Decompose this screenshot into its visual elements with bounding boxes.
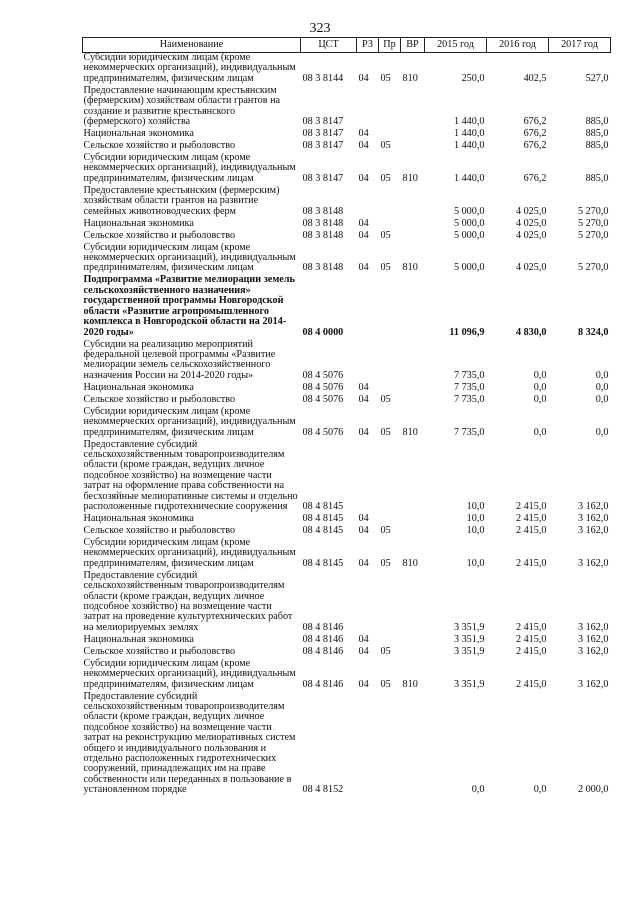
cell-vr bbox=[401, 395, 425, 407]
cell-pr bbox=[379, 635, 401, 647]
cell-name: Сельское хозяйство и рыболовство bbox=[83, 229, 236, 241]
header-vr: ВР bbox=[401, 38, 425, 53]
cell-pr bbox=[379, 571, 401, 635]
table-row bbox=[83, 86, 611, 129]
cell-2015: 3 351,9 bbox=[453, 645, 485, 657]
cell-2016: 2 415,0 bbox=[515, 524, 547, 536]
cell-pr: 05 bbox=[380, 393, 391, 405]
cell-2017: 0,0 bbox=[595, 381, 609, 393]
cell-cst: 08 3 8147 bbox=[302, 128, 344, 140]
cell-vr bbox=[401, 186, 425, 219]
cell-2015: 7 735,0 bbox=[453, 381, 485, 393]
cell-cst: 08 3 8148 bbox=[302, 229, 344, 241]
table-row bbox=[83, 243, 611, 276]
cell-name: Предоставление субсидий сельскохозяйственным товаропроизводителям области (кроме граждан, ведущих личное подсобное хозяйство) на возмещение части затрат на оформление права собственности на бесхозяйные мелиоративные системы и отдельно расположенные гидротехнические сооружения bbox=[83, 438, 298, 512]
cell-2017: 3 162,0 bbox=[577, 524, 609, 536]
cell-pr: 05 bbox=[380, 72, 391, 84]
cell-name: Предоставление крестьянским (фермерским) хозяйствам области грантов на развитие семейных животноводческих ферм bbox=[83, 184, 280, 217]
cell-cst: 08 4 8146 bbox=[302, 678, 344, 690]
cell-rz: 04 bbox=[358, 678, 369, 690]
cell-name: Сельское хозяйство и рыболовство bbox=[83, 393, 236, 405]
cell-cst: 08 4 5076 bbox=[302, 381, 344, 393]
cell-2017: 3 162,0 bbox=[577, 633, 609, 645]
cell-name: Субсидии юридическим лицам (кроме некоммерческих организаций), индивидуальным предпринимателям, физическим лицам bbox=[83, 52, 296, 84]
table-row bbox=[83, 659, 611, 692]
cell-cst: 08 3 8148 bbox=[302, 205, 344, 217]
cell-rz: 04 bbox=[358, 140, 369, 152]
cell-2015: 1 440,0 bbox=[453, 116, 485, 128]
table-row bbox=[83, 395, 611, 407]
cell-vr bbox=[401, 231, 425, 243]
cell-2017: 3 162,0 bbox=[577, 645, 609, 657]
cell-2016: 4 025,0 bbox=[515, 217, 547, 229]
cell-vr bbox=[401, 219, 425, 231]
cell-2017: 885,0 bbox=[585, 116, 609, 128]
cell-2017: 2 000,0 bbox=[577, 784, 609, 796]
page-number: 323 bbox=[309, 21, 331, 36]
cell-cst: 08 3 8147 bbox=[302, 116, 344, 128]
cell-rz: 04 bbox=[358, 393, 369, 405]
cell-rz: 04 bbox=[358, 633, 369, 645]
cell-2016: 2 415,0 bbox=[515, 633, 547, 645]
cell-vr bbox=[401, 383, 425, 395]
cell-2015: 10,0 bbox=[466, 524, 485, 536]
cell-2017: 3 162,0 bbox=[577, 557, 609, 569]
cell-pr: 05 bbox=[380, 229, 391, 241]
cell-2015: 11 096,9 bbox=[449, 326, 485, 338]
table-row bbox=[83, 692, 611, 798]
cell-vr bbox=[401, 129, 425, 141]
table-row bbox=[83, 647, 611, 659]
cell-2015: 3 351,9 bbox=[453, 678, 485, 690]
cell-vr bbox=[401, 526, 425, 538]
cell-cst: 08 4 8145 bbox=[302, 557, 344, 569]
cell-pr bbox=[379, 219, 401, 231]
cell-rz: 04 bbox=[358, 128, 369, 140]
cell-2015: 7 735,0 bbox=[453, 426, 485, 438]
cell-2016: 676,2 bbox=[523, 172, 547, 184]
cell-name: Национальная экономика bbox=[83, 128, 194, 140]
cell-2016: 0,0 bbox=[533, 426, 547, 438]
table-row bbox=[83, 538, 611, 571]
cell-cst: 08 4 5076 bbox=[302, 393, 344, 405]
cell-2015: 5 000,0 bbox=[453, 229, 485, 241]
cell-pr: 05 bbox=[380, 524, 391, 536]
budget-table bbox=[82, 37, 611, 797]
cell-cst: 08 4 5076 bbox=[302, 369, 344, 381]
cell-2016: 0,0 bbox=[533, 381, 547, 393]
cell-2016: 4 830,0 bbox=[515, 326, 547, 338]
table-row bbox=[83, 186, 611, 219]
cell-2015: 5 000,0 bbox=[453, 205, 485, 217]
cell-vr bbox=[401, 141, 425, 153]
header-cst: ЦСТ bbox=[301, 38, 357, 53]
cell-name: Субсидии юридическим лицам (кроме некоммерческих организаций), индивидуальным предпринимателям, физическим лицам bbox=[83, 152, 296, 184]
cell-2017: 5 270,0 bbox=[577, 217, 609, 229]
cell-2017: 885,0 bbox=[585, 172, 609, 184]
table-header bbox=[83, 38, 611, 53]
cell-name: Субсидии юридическим лицам (кроме некоммерческих организаций), индивидуальным предпринимателям, физическим лицам bbox=[83, 536, 296, 569]
table-row bbox=[83, 340, 611, 383]
cell-2017: 885,0 bbox=[585, 140, 609, 152]
cell-name: Сельское хозяйство и рыболовство bbox=[83, 645, 236, 657]
cell-2017: 5 270,0 bbox=[577, 229, 609, 241]
cell-2015: 7 735,0 bbox=[453, 369, 485, 381]
table-row bbox=[83, 153, 611, 186]
header-2016: 2016 год bbox=[487, 38, 549, 53]
cell-name: Предоставление начинающим крестьянским (фермерским) хозяйствам области грантов на создание и развитие крестьянского (фермерского) хозяйства bbox=[83, 84, 281, 128]
cell-name: Национальная экономика bbox=[83, 217, 194, 229]
table-row bbox=[83, 275, 611, 339]
cell-2016: 676,2 bbox=[523, 140, 547, 152]
table-row bbox=[83, 440, 611, 514]
cell-2016: 2 415,0 bbox=[515, 678, 547, 690]
cell-vr: 810 bbox=[402, 172, 418, 184]
cell-2016: 676,2 bbox=[523, 128, 547, 140]
cell-2017: 527,0 bbox=[585, 72, 609, 84]
cell-2017: 3 162,0 bbox=[577, 512, 609, 524]
cell-cst: 08 3 8147 bbox=[302, 140, 344, 152]
cell-vr bbox=[401, 692, 425, 798]
cell-pr: 05 bbox=[380, 557, 391, 569]
cell-rz bbox=[357, 275, 379, 339]
cell-rz: 04 bbox=[358, 217, 369, 229]
table-row bbox=[83, 53, 611, 86]
header-name: Наименование bbox=[83, 38, 301, 53]
cell-pr: 05 bbox=[380, 645, 391, 657]
cell-pr bbox=[379, 275, 401, 339]
cell-2017: 3 162,0 bbox=[577, 678, 609, 690]
cell-vr: 810 bbox=[402, 262, 418, 274]
cell-vr: 810 bbox=[402, 678, 418, 690]
cell-2016: 0,0 bbox=[533, 369, 547, 381]
cell-rz: 04 bbox=[358, 557, 369, 569]
cell-pr: 05 bbox=[380, 262, 391, 274]
cell-rz: 04 bbox=[358, 72, 369, 84]
cell-pr bbox=[379, 692, 401, 798]
cell-name: Национальная экономика bbox=[83, 633, 194, 645]
cell-2015: 10,0 bbox=[466, 500, 485, 512]
cell-vr bbox=[401, 514, 425, 526]
table-row bbox=[83, 571, 611, 635]
cell-rz bbox=[357, 186, 379, 219]
cell-vr: 810 bbox=[402, 557, 418, 569]
cell-2016: 4 025,0 bbox=[515, 229, 547, 241]
cell-2017: 0,0 bbox=[595, 426, 609, 438]
cell-cst: 08 3 8148 bbox=[302, 217, 344, 229]
table-row bbox=[83, 383, 611, 395]
cell-2016: 4 025,0 bbox=[515, 205, 547, 217]
cell-2016: 2 415,0 bbox=[515, 557, 547, 569]
table-body bbox=[83, 53, 611, 798]
cell-cst: 08 4 8145 bbox=[302, 500, 344, 512]
cell-2016: 4 025,0 bbox=[515, 262, 547, 274]
cell-rz: 04 bbox=[358, 229, 369, 241]
cell-cst: 08 4 8146 bbox=[302, 633, 344, 645]
cell-pr: 05 bbox=[380, 140, 391, 152]
cell-pr: 05 bbox=[380, 678, 391, 690]
cell-2015: 3 351,9 bbox=[453, 633, 485, 645]
cell-2015: 10,0 bbox=[466, 557, 485, 569]
cell-rz bbox=[357, 440, 379, 514]
cell-rz: 04 bbox=[358, 512, 369, 524]
cell-cst: 08 3 8147 bbox=[302, 172, 344, 184]
cell-name: Подпрограмма «Развитие мелиорации земель сельскохозяйственного назначения» государственной программы Новгородской области «Развитие агропромышленного комплекса в Новгородской области на 2014-2020 годы» bbox=[83, 274, 295, 338]
cell-vr bbox=[401, 86, 425, 129]
cell-cst: 08 4 0000 bbox=[302, 326, 344, 338]
cell-2016: 2 415,0 bbox=[515, 645, 547, 657]
cell-rz bbox=[357, 86, 379, 129]
table-row bbox=[83, 635, 611, 647]
cell-vr bbox=[401, 571, 425, 635]
cell-rz: 04 bbox=[358, 524, 369, 536]
table-row bbox=[83, 407, 611, 440]
cell-2015: 1 440,0 bbox=[453, 140, 485, 152]
cell-2015: 1 440,0 bbox=[453, 172, 485, 184]
cell-vr bbox=[401, 275, 425, 339]
cell-rz: 04 bbox=[358, 172, 369, 184]
cell-vr bbox=[401, 647, 425, 659]
cell-2017: 3 162,0 bbox=[577, 621, 609, 633]
cell-2016: 2 415,0 bbox=[515, 500, 547, 512]
cell-name: Субсидии юридическим лицам (кроме некоммерческих организаций), индивидуальным предпринимателям, физическим лицам bbox=[83, 405, 296, 438]
header-2017: 2017 год bbox=[549, 38, 611, 53]
cell-2015: 250,0 bbox=[461, 72, 485, 84]
cell-name: Субсидии юридическим лицам (кроме некоммерческих организаций), индивидуальным предпринимателям, физическим лицам bbox=[83, 241, 296, 274]
cell-pr bbox=[379, 186, 401, 219]
cell-name: Национальная экономика bbox=[83, 512, 194, 524]
cell-2015: 7 735,0 bbox=[453, 393, 485, 405]
cell-2016: 0,0 bbox=[533, 784, 547, 796]
cell-cst: 08 3 8148 bbox=[302, 262, 344, 274]
cell-2017: 5 270,0 bbox=[577, 262, 609, 274]
cell-name: Сельское хозяйство и рыболовство bbox=[83, 524, 236, 536]
cell-2017: 885,0 bbox=[585, 128, 609, 140]
header-rz: РЗ bbox=[357, 38, 379, 53]
cell-vr bbox=[401, 440, 425, 514]
cell-2016: 402,5 bbox=[523, 72, 547, 84]
cell-name: Предоставление субсидий сельскохозяйственным товаропроизводителям области (кроме граждан, ведущих личное подсобное хозяйство) на возмещение части затрат на проведение культуртехнических работ на мелиорируемых землях bbox=[83, 569, 293, 633]
cell-rz: 04 bbox=[358, 645, 369, 657]
cell-2017: 5 270,0 bbox=[577, 205, 609, 217]
cell-cst: 08 4 8145 bbox=[302, 512, 344, 524]
header-2015: 2015 год bbox=[425, 38, 487, 53]
cell-pr bbox=[379, 340, 401, 383]
cell-2017: 0,0 bbox=[595, 393, 609, 405]
cell-2017: 3 162,0 bbox=[577, 500, 609, 512]
cell-2016: 2 415,0 bbox=[515, 621, 547, 633]
cell-rz bbox=[357, 340, 379, 383]
cell-pr: 05 bbox=[380, 172, 391, 184]
cell-rz: 04 bbox=[358, 262, 369, 274]
table-row bbox=[83, 219, 611, 231]
cell-cst: 08 4 5076 bbox=[302, 426, 344, 438]
header-pr: Пр bbox=[379, 38, 401, 53]
cell-rz: 04 bbox=[358, 381, 369, 393]
cell-2015: 3 351,9 bbox=[453, 621, 485, 633]
cell-2015: 5 000,0 bbox=[453, 217, 485, 229]
header-row bbox=[83, 38, 611, 53]
cell-rz: 04 bbox=[358, 426, 369, 438]
cell-pr: 05 bbox=[380, 426, 391, 438]
cell-cst: 08 4 8145 bbox=[302, 524, 344, 536]
cell-2015: 0,0 bbox=[471, 784, 485, 796]
cell-rz bbox=[357, 571, 379, 635]
cell-name: Национальная экономика bbox=[83, 381, 194, 393]
cell-2017: 0,0 bbox=[595, 369, 609, 381]
cell-cst: 08 4 8152 bbox=[302, 784, 344, 796]
cell-name: Сельское хозяйство и рыболовство bbox=[83, 140, 236, 152]
cell-rz bbox=[357, 692, 379, 798]
cell-2017: 8 324,0 bbox=[577, 326, 609, 338]
cell-pr bbox=[379, 440, 401, 514]
cell-cst: 08 4 8146 bbox=[302, 621, 344, 633]
cell-2016: 676,2 bbox=[523, 116, 547, 128]
cell-vr bbox=[401, 635, 425, 647]
cell-name: Предоставление субсидий сельскохозяйственным товаропроизводителям области (кроме граждан, ведущих личное подсобное хозяйство) на возмещение части затрат на реконструкцию мелиоративных систем общего и индивидуального пользования и отдельно расположенных гидротехнических сооружений, принадлежащих им на праве собственности или переданных в пользование в установленном порядке bbox=[83, 690, 296, 796]
cell-2016: 0,0 bbox=[533, 393, 547, 405]
cell-vr: 810 bbox=[402, 426, 418, 438]
cell-cst: 08 3 8144 bbox=[302, 72, 344, 84]
cell-2015: 1 440,0 bbox=[453, 128, 485, 140]
cell-2015: 5 000,0 bbox=[453, 262, 485, 274]
cell-name: Субсидии юридическим лицам (кроме некоммерческих организаций), индивидуальным предпринимателям, физическим лицам bbox=[83, 657, 296, 690]
cell-name: Субсидии на реализацию мероприятий федеральной целевой программы «Развитие мелиорации земель сельскохозяйственного назначения России на 2014-2020 годы» bbox=[83, 338, 276, 381]
cell-2016: 2 415,0 bbox=[515, 512, 547, 524]
cell-vr: 810 bbox=[402, 72, 418, 84]
cell-pr bbox=[379, 383, 401, 395]
cell-pr bbox=[379, 86, 401, 129]
cell-vr bbox=[401, 340, 425, 383]
cell-2015: 10,0 bbox=[466, 512, 485, 524]
table-row bbox=[83, 231, 611, 243]
cell-cst: 08 4 8146 bbox=[302, 645, 344, 657]
